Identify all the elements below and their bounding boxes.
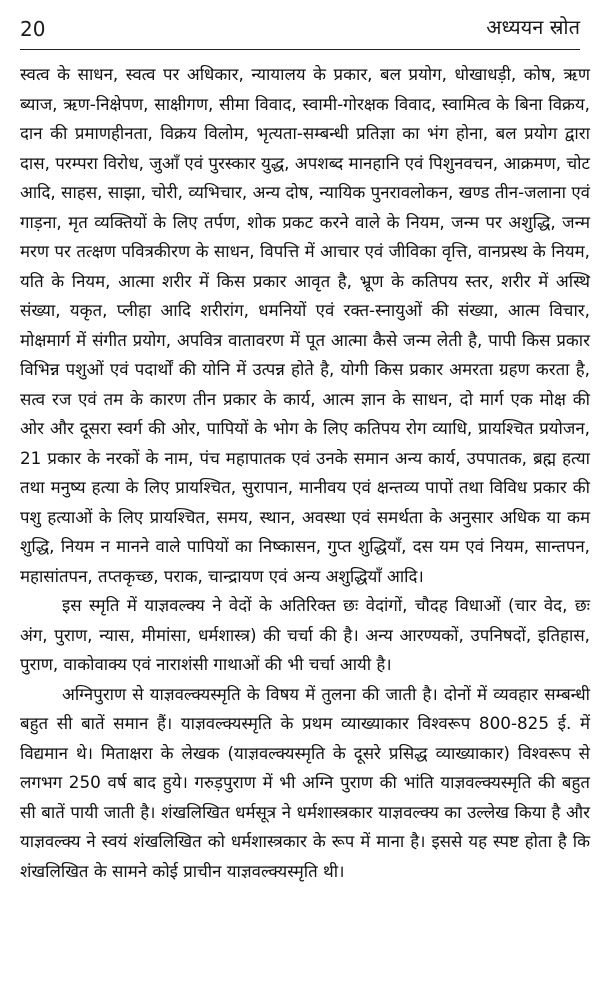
paragraph-topics-list: स्वत्व के साधन, स्वत्व पर अधिकार, न्यायालय के प्रकार, बल प्रयोग, धोखाधड़ी, कोष, ऋण ब्याज, ऋण-निक्षेपण, साक्षीगण, सीमा विवाद, स्वामी-गोरक्षक विवाद, स्वामित्व के बिना विक्रय, दान की प्रमाणहीनता, विक्रय विलोम, भृत्यता-सम्बन्धी प्रतिज्ञा का भंग होना, बल प्रयोग द्वारा दास, परम्परा विरोध, जुआँ एवं पुरस्कार युद्ध, अपशब्द मानहानि एवं पिशुनवचन, आक्रमण, चोट आदि, साहस, साझा, चोरी, व्यभिचार, अन्य दोष, न्यायिक पुनरावलोकन, खण्ड तीन-जलाना एवं गाड़ना, मृत व्यक्तियों के लिए तर्पण, शोक प्रकट करने वाले के नियम, जन्म पर अशुद्धि, जन्म मरण पर तत्क्षण पवित्रकीरण के साधन, विपत्ति में आचार एवं जीविका वृत्ति, वानप्रस्थ के नियम, यति के नियम, आत्मा शरीर में किस प्रकार आवृत है, भ्रूण के कतिपय स्तर, शरीर में अस्थि संख्या, यकृत, प्लीहा आदि शरीरांग, धमनियों एवं रक्त-स्नायुओं की संख्या, आत्म विचार, मोक्षमार्ग में संगीत प्रयोग, अपवित्र वातावरण में पूत आत्मा कैसे जन्म लेती है, पापी किस प्रकार विभिन्न पशुओं एवं पदार्थों की योनि में उत्पन्न होते है, योगी किस प्रकार अमरता ग्रहण करता है, सत्व रज एवं तम के कारण तीन प्रकार के कार्य, आत्म ज्ञान के साधन, दो मार्ग एक मोक्ष की ओर और दूसरा स्वर्ग की ओर, पापियों के भोग के लिए कतिपय रोग व्याधि, प्रायश्चित प्रयोजन, 21 प्रकार के नरकों के नाम, पंच महापातक एवं उनके समान अन्य कार्य, उपपातक, ब्रह्म हत्या तथा मनुष्य हत्या के लिए प्रायश्चित, सुरापान, मानीवय एवं क्षन्तव्य पापों तथा विविध प्रकार की पशु हत्याओं के लिए प्रायश्चित, समय, स्थान, अवस्था एवं समर्थता के अनुसार अधिक या कम शुद्धि, नियम न मानने वाले पापियों का निष्कासन, गुप्त शुद्धियाँ, दस यम एवं नियम, सान्तपन, महासांतपन, तप्तकृच्छ, पराक, चान्द्रायण एवं अन्य अशुद्धियाँ आदि। xyxy=(20,64,590,586)
body-text xyxy=(20,60,590,886)
paragraph-vedangas: इस स्मृति में याज्ञवल्क्य ने वेदों के अतिरिक्त छः वेदांगों, चौदह विधाओं (चार वेद, छः अंग, पुराण, न्यास, मीमांसा, धर्मशास्त्र) की चर्चा की है। अन्य आरण्यकों, उपनिषदों, इतिहास, पुराण, वाकोवाक्य एवं नाराशंसी गाथाओं की भी चर्चा आयी है। xyxy=(20,595,590,674)
page-number: 20 xyxy=(20,17,46,41)
running-title: अध्ययन स्रोत xyxy=(486,15,580,39)
page-header xyxy=(20,14,580,46)
header-divider xyxy=(20,49,580,50)
paragraph-comparison: अग्निपुराण से याज्ञवल्क्यस्मृति के विषय में तुलना की जाती है। दोनों में व्यवहार सम्बन्धी बहुत सी बातें समान हैं। याज्ञवल्क्यस्मृति के प्रथम व्याख्याकार विश्वरूप 800-825 ई. में विद्यमान थे। मिताक्षरा के लेखक (याज्ञवल्क्यस्मृति के दूसरे प्रसिद्ध व्याख्याकार) विश्वरूप से लगभग 250 वर्ष बाद हुये। गरुड़पुराण में भी अग्नि पुराण की भांति याज्ञवल्क्यस्मृति की बहुत सी बातें पायी जाती है। शंखलिखित धर्मसूत्र ने धर्मशास्त्रकार याज्ञवल्क्य का उल्लेख किया है और याज्ञवल्क्य ने स्वयं शंखलिखित को धर्मशास्त्रकार के रूप में माना है। इससे यह स्पष्ट होता है कि शंखलिखित के सामने कोई प्राचीन याज्ञवल्क्यस्मृति थी। xyxy=(20,683,590,881)
